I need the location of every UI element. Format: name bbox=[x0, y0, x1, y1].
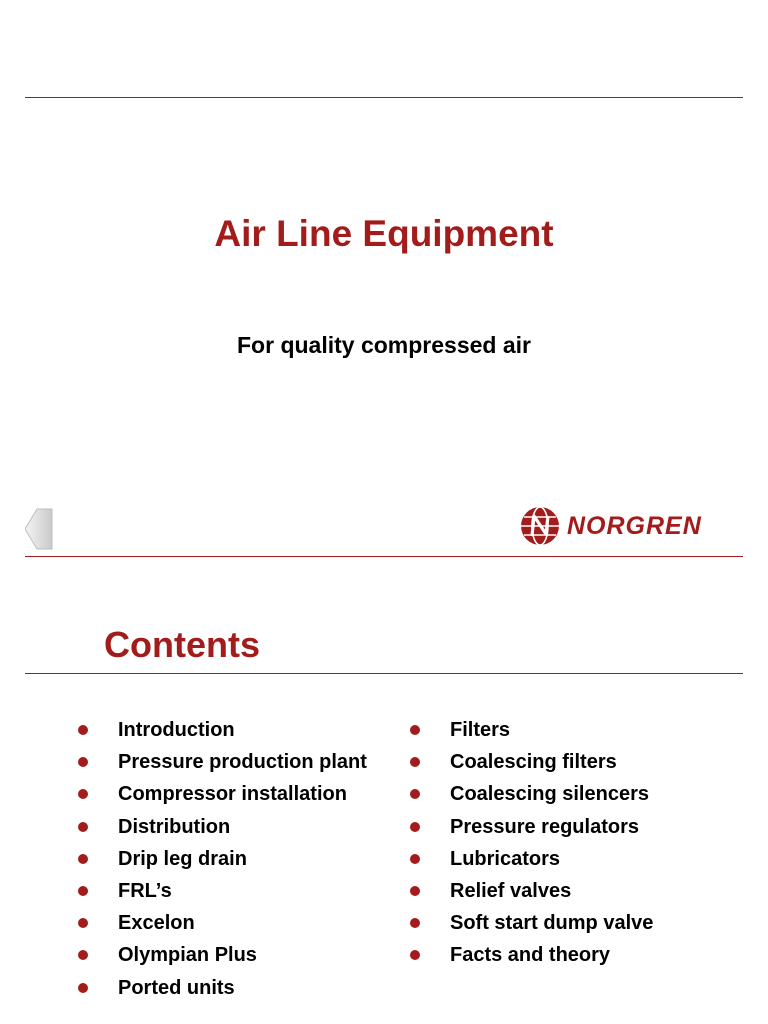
list-item-label: Coalescing filters bbox=[450, 751, 617, 774]
top-divider bbox=[25, 97, 743, 98]
list-item-label: Pressure production plant bbox=[118, 751, 367, 774]
slide-divider bbox=[25, 556, 743, 557]
bullet-icon bbox=[410, 822, 420, 832]
list-item bbox=[410, 714, 653, 746]
list-item bbox=[410, 746, 653, 778]
bullet-icon bbox=[78, 950, 88, 960]
list-item bbox=[410, 875, 653, 907]
bullet-icon bbox=[78, 854, 88, 864]
list-item bbox=[78, 875, 367, 907]
list-item bbox=[410, 811, 653, 843]
list-item-label: Soft start dump valve bbox=[450, 912, 654, 935]
bullet-icon bbox=[410, 918, 420, 928]
contents-list-left bbox=[78, 714, 367, 1004]
bullet-icon bbox=[410, 886, 420, 896]
list-item-label: Drip leg drain bbox=[118, 847, 247, 870]
list-item-label: FRL’s bbox=[118, 880, 172, 903]
bullet-icon bbox=[410, 854, 420, 864]
list-item-label: Coalescing silencers bbox=[450, 783, 649, 806]
list-item bbox=[78, 778, 367, 810]
norgren-logo bbox=[519, 505, 743, 547]
list-item-label: Filters bbox=[450, 719, 511, 742]
list-item bbox=[410, 907, 653, 939]
bullet-icon bbox=[410, 757, 420, 767]
bullet-icon bbox=[78, 822, 88, 832]
bullet-icon bbox=[78, 983, 88, 993]
list-item-label: Lubricators bbox=[450, 847, 561, 870]
bullet-icon bbox=[410, 789, 420, 799]
bullet-icon bbox=[78, 757, 88, 767]
bullet-icon bbox=[410, 950, 420, 960]
logo-wordmark: NORGREN bbox=[567, 512, 702, 540]
list-item-label: Compressor installation bbox=[118, 783, 347, 806]
slide-title: Air Line Equipment bbox=[214, 213, 554, 254]
norgren-globe-logo-icon bbox=[519, 505, 561, 547]
list-item bbox=[410, 939, 653, 971]
list-item-label: Facts and theory bbox=[450, 944, 611, 967]
list-item-label: Distribution bbox=[118, 815, 231, 838]
back-arrow-icon[interactable] bbox=[25, 505, 53, 553]
bullet-icon bbox=[78, 789, 88, 799]
list-item-label: Relief valves bbox=[450, 880, 572, 903]
list-item bbox=[78, 714, 367, 746]
list-item bbox=[78, 746, 367, 778]
list-item bbox=[78, 939, 367, 971]
bullet-icon bbox=[78, 918, 88, 928]
list-item bbox=[78, 907, 367, 939]
contents-list-right bbox=[410, 714, 653, 972]
list-item-label: Excelon bbox=[118, 912, 195, 935]
list-item bbox=[78, 843, 367, 875]
list-item bbox=[78, 811, 367, 843]
list-item-label: Pressure regulators bbox=[450, 815, 639, 838]
list-item bbox=[78, 972, 367, 1004]
list-item bbox=[410, 843, 653, 875]
bullet-icon bbox=[78, 725, 88, 735]
contents-title: Contents bbox=[104, 624, 260, 665]
list-item-label: Ported units bbox=[118, 976, 235, 999]
contents-divider bbox=[25, 673, 743, 674]
bullet-icon bbox=[78, 886, 88, 896]
list-item-label: Olympian Plus bbox=[118, 944, 257, 967]
slide-subtitle: For quality compressed air bbox=[237, 332, 531, 358]
list-item bbox=[410, 778, 653, 810]
list-item-label: Introduction bbox=[118, 719, 235, 742]
bullet-icon bbox=[410, 725, 420, 735]
